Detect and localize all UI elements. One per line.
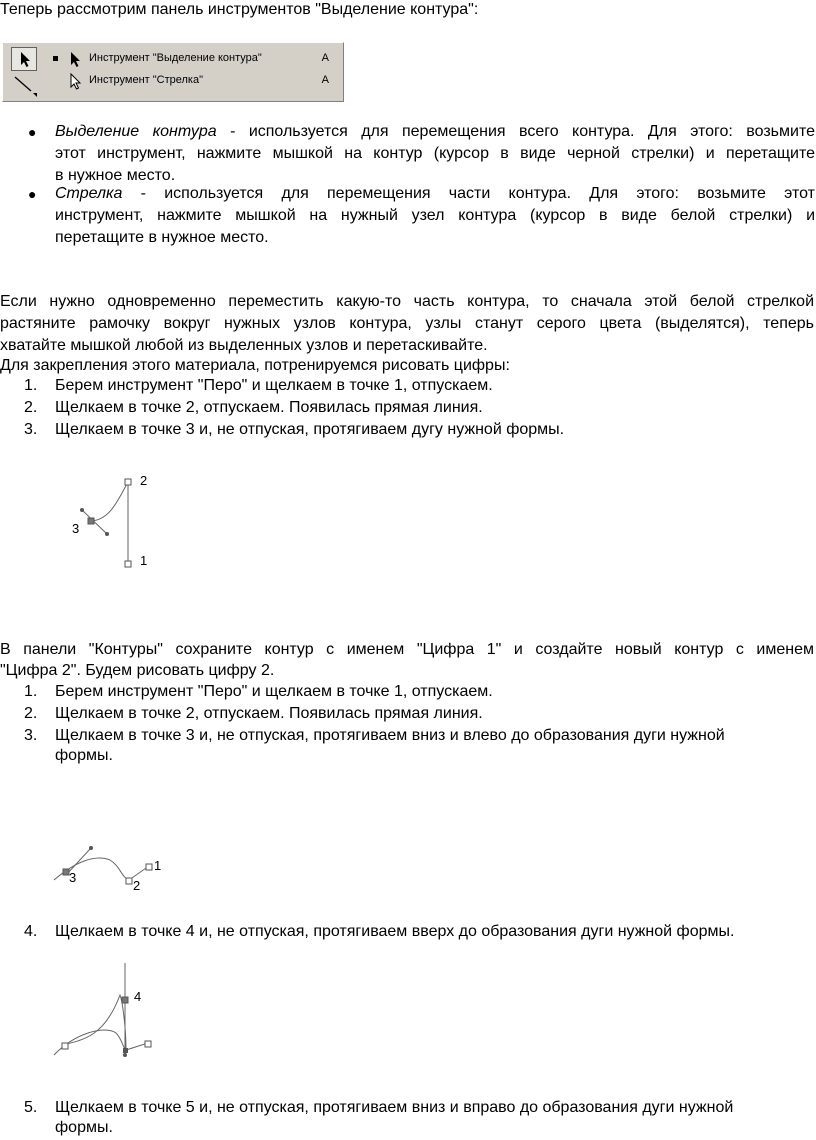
current-tool-marker xyxy=(53,56,58,61)
paragraph-line: Для закрепления этого материала, потренируемся рисовать цифры: xyxy=(0,357,510,374)
list-number: 4. xyxy=(24,923,38,940)
bullet-line: в нужное место. xyxy=(55,167,176,184)
list-number: 3. xyxy=(24,727,38,744)
bullet-dot: ● xyxy=(28,124,37,140)
line-tool-button[interactable] xyxy=(11,73,37,97)
list-item: Щелкаем в точке 3 и, не отпуская, протягиваем вниз и влево до образования дуги нужной xyxy=(55,727,725,744)
list-item-continuation: формы. xyxy=(55,1119,113,1136)
paragraph-line: Если нужно одновременно переместить какую-то часть контура, то сначала этой белой стрелкой xyxy=(0,293,814,310)
list-number: 1. xyxy=(24,377,38,394)
bullet-line: этот инструмент, нажмите мышкой на контур (курсор в виде черной стрелки) и перетащите xyxy=(55,145,815,162)
list-item: Щелкаем в точке 4 и, не отпуская, протягиваем вверх до образования дуги нужной формы. xyxy=(55,923,735,940)
list-number: 5. xyxy=(24,1099,38,1116)
bullet-line: перетащите в нужное место. xyxy=(55,229,269,246)
list-item: Щелкаем в точке 5 и, не отпуская, протягиваем вниз и вправо до образования дуги нужной xyxy=(55,1099,734,1116)
list-item: Щелкаем в точке 2, отпускаем. Появилась прямая линия. xyxy=(55,705,483,722)
list-item: Щелкаем в точке 2, отпускаем. Появилась прямая линия. xyxy=(55,399,483,416)
list-number: 2. xyxy=(24,399,38,416)
list-number: 2. xyxy=(24,705,38,722)
bullet-dot: ● xyxy=(28,186,37,202)
point-label-3: 3 xyxy=(69,870,77,885)
figure-digit-2-step4 xyxy=(50,955,170,1065)
flyout-item-label: Инструмент "Стрелка" xyxy=(89,74,203,86)
figure-digit-1 xyxy=(60,465,160,575)
black-arrow-icon xyxy=(12,48,36,70)
paragraph-line: хватайте мышкой любой из выделенных узлов и перетаскивайте. xyxy=(0,337,488,354)
point-label-2: 2 xyxy=(140,473,148,488)
intro-text: Теперь рассмотрим панель инструментов "Выделение контура": xyxy=(0,1,479,18)
line-icon xyxy=(11,73,37,97)
paragraph-line: растяните рамочку вокруг нужных узлов контура, узлы станут серого цвета (выделятся), теперь xyxy=(0,315,814,332)
point-label-1: 1 xyxy=(140,553,148,568)
white-arrow-icon xyxy=(67,72,83,90)
figure-digit-2-step3 xyxy=(50,840,170,895)
bullet-item-arrow: Стрелка - используется для перемещения части контура. Для этого: возьмите этот xyxy=(55,185,815,202)
list-item: Берем инструмент "Перо" и щелкаем в точке 1, отпускаем. xyxy=(55,683,493,700)
list-number: 3. xyxy=(24,421,38,438)
flyout-item-direct-selection[interactable] xyxy=(53,70,339,92)
path-selection-toolbar xyxy=(2,42,344,102)
list-item: Щелкаем в точке 3 и, не отпуская, протягиваем дугу нужной формы. xyxy=(55,421,565,438)
bullet-item-path-selection: Выделение контура - используется для перемещения всего контура. Для этого: возьмите xyxy=(55,123,816,140)
paragraph-line: "Цифра 2". Будем рисовать цифру 2. xyxy=(0,662,275,679)
flyout-item-label: Инструмент "Выделение контура" xyxy=(89,52,262,64)
flyout-item-shortcut: A xyxy=(321,74,329,86)
path-selection-tool-button[interactable] xyxy=(11,47,37,71)
paragraph-line: В панели "Контуры" сохраните контур с именем "Цифра 1" и создайте новый контур с именем xyxy=(0,641,814,658)
bullet-line: инструмент, нажмите мышкой на нужный узел контура (курсор в виде белой стрелки) и xyxy=(55,207,815,224)
point-label-2: 2 xyxy=(133,878,141,893)
black-arrow-icon xyxy=(67,50,83,68)
flyout-item-path-selection[interactable] xyxy=(53,48,339,70)
point-label-4: 4 xyxy=(134,989,142,1004)
list-item-continuation: формы. xyxy=(55,747,113,764)
flyout-item-shortcut: A xyxy=(321,52,329,64)
point-label-1: 1 xyxy=(154,858,162,873)
list-item: Берем инструмент "Перо" и щелкаем в точке 1, отпускаем. xyxy=(55,377,493,394)
list-number: 1. xyxy=(24,683,38,700)
point-label-3: 3 xyxy=(72,521,80,536)
